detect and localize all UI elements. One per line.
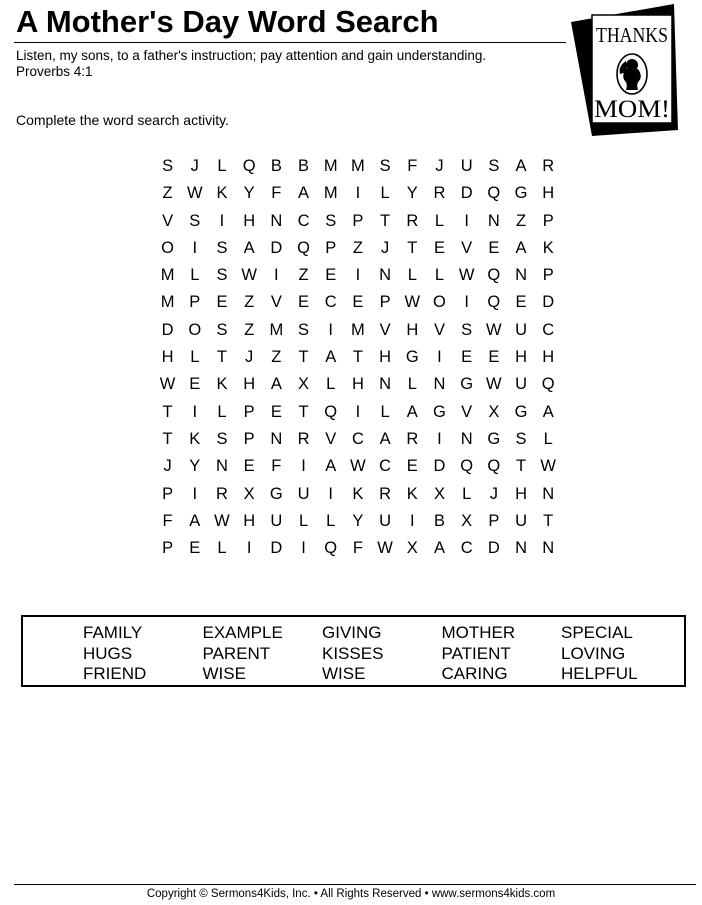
grid-letter[interactable]: O <box>161 238 175 257</box>
grid-letter[interactable]: T <box>162 402 173 421</box>
grid-letter[interactable]: V <box>461 402 473 421</box>
logo-text-mom: MOM! <box>594 96 670 123</box>
grid-letter[interactable]: D <box>270 539 283 558</box>
grid-letter[interactable]: N <box>542 484 555 503</box>
grid-letter[interactable]: R <box>433 184 446 203</box>
grid-letter[interactable]: Q <box>541 375 555 394</box>
search-word: EXAMPLE <box>202 623 283 642</box>
grid-letter[interactable]: E <box>352 293 364 312</box>
grid-letter[interactable]: W <box>486 375 502 394</box>
grid-letter[interactable]: E <box>433 238 445 257</box>
grid-letter[interactable]: L <box>543 429 553 448</box>
grid-letter[interactable]: Q <box>242 157 256 175</box>
grid-letter[interactable]: U <box>515 511 527 530</box>
grid-letter[interactable]: D <box>433 457 446 476</box>
grid-letter[interactable]: C <box>379 457 392 476</box>
grid-letter[interactable]: V <box>162 211 174 230</box>
grid-letter[interactable]: N <box>460 429 473 448</box>
grid-letter[interactable]: J <box>163 457 172 476</box>
grid-letter[interactable]: M <box>160 266 175 285</box>
grid-letter[interactable]: P <box>542 211 554 230</box>
grid-letter[interactable]: W <box>458 266 475 285</box>
grid-letter[interactable]: E <box>325 266 337 285</box>
grid-letter[interactable]: D <box>542 293 555 312</box>
grid-letter[interactable]: E <box>488 348 500 367</box>
grid-letter[interactable]: P <box>379 293 391 312</box>
grid-letter[interactable]: L <box>190 266 200 285</box>
grid-letter[interactable]: A <box>298 184 310 203</box>
grid-letter[interactable]: L <box>298 511 309 530</box>
grid-letter[interactable]: R <box>406 429 419 448</box>
grid-letter[interactable]: M <box>323 157 338 175</box>
grid-letter[interactable]: D <box>270 238 283 257</box>
grid-letter[interactable]: H <box>515 348 527 367</box>
grid-letter[interactable]: I <box>192 238 198 257</box>
grid-letter[interactable]: N <box>379 266 392 285</box>
grid-letter[interactable]: T <box>216 348 228 367</box>
grid-letter[interactable]: Y <box>243 184 255 203</box>
grid-letter[interactable]: M <box>351 320 365 339</box>
grid-letter[interactable]: L <box>407 266 417 285</box>
grid-letter[interactable]: V <box>379 320 391 339</box>
grid-letter[interactable]: Z <box>271 348 282 367</box>
grid-letter[interactable]: X <box>406 539 418 558</box>
grid-letter[interactable]: D <box>460 184 473 203</box>
grid-letter[interactable]: J <box>435 157 444 175</box>
search-word: SPECIAL <box>561 623 633 642</box>
grid-letter[interactable]: U <box>270 511 283 530</box>
word-list-column <box>322 623 442 685</box>
grid-letter[interactable]: L <box>434 211 445 230</box>
grid-letter[interactable]: P <box>542 266 554 285</box>
grid-letter[interactable]: L <box>380 402 390 421</box>
search-word: GIVING <box>322 623 382 642</box>
grid-letter[interactable]: F <box>271 184 282 203</box>
grid-letter[interactable]: S <box>216 429 228 448</box>
grid-letter[interactable]: J <box>489 484 498 503</box>
grid-letter[interactable]: R <box>216 484 228 503</box>
grid-letter[interactable]: E <box>243 457 255 476</box>
grid-letter[interactable]: H <box>161 348 174 367</box>
grid-letter[interactable]: O <box>188 320 202 339</box>
grid-letter[interactable]: H <box>243 375 256 394</box>
grid-letter[interactable]: U <box>460 157 473 175</box>
grid-letter[interactable]: I <box>301 539 306 558</box>
grid-letter[interactable]: K <box>406 484 418 503</box>
grid-letter[interactable]: B <box>270 157 282 175</box>
grid-letter[interactable]: G <box>269 484 283 503</box>
grid-letter[interactable]: F <box>352 539 363 558</box>
grid-letter[interactable]: S <box>298 320 310 339</box>
grid-letter[interactable]: T <box>298 402 309 421</box>
grid-letter[interactable]: C <box>351 429 364 448</box>
grid-letter[interactable]: W <box>486 320 502 339</box>
grid-letter[interactable]: R <box>297 429 310 448</box>
grid-letter[interactable]: R <box>542 157 555 175</box>
grid-letter[interactable]: G <box>487 429 501 448</box>
grid-letter[interactable]: I <box>437 348 442 367</box>
grid-letter[interactable]: S <box>162 157 174 175</box>
grid-letter[interactable]: E <box>298 293 310 312</box>
grid-letter[interactable]: F <box>162 511 173 530</box>
mother-silhouette-icon <box>617 54 647 94</box>
grid-letter[interactable]: W <box>159 375 176 394</box>
grid-letter[interactable]: P <box>352 211 364 230</box>
grid-letter[interactable]: F <box>271 457 282 476</box>
grid-letter[interactable]: A <box>379 429 391 448</box>
grid-letter[interactable]: S <box>216 320 228 339</box>
grid-letter[interactable]: P <box>162 484 174 503</box>
grid-letter[interactable]: L <box>217 539 227 558</box>
grid-letter[interactable]: A <box>542 402 554 421</box>
grid-letter[interactable]: L <box>217 157 227 175</box>
grid-letter[interactable]: I <box>409 511 415 530</box>
search-word: HELPFUL <box>561 664 638 683</box>
grid-letter[interactable]: H <box>515 484 527 503</box>
grid-letter[interactable]: I <box>355 402 361 421</box>
grid-letter[interactable]: K <box>542 238 554 257</box>
grid-letter[interactable]: N <box>270 211 283 230</box>
grid-letter[interactable]: F <box>407 157 418 175</box>
grid-letter[interactable]: V <box>325 429 337 448</box>
grid-letter[interactable]: A <box>406 402 418 421</box>
grid-letter[interactable]: H <box>351 375 364 394</box>
search-word: PARENT <box>202 643 271 663</box>
grid-letter[interactable]: Q <box>460 457 474 476</box>
grid-letter[interactable]: L <box>190 348 200 367</box>
grid-letter[interactable]: Z <box>162 184 173 203</box>
search-word: WISE <box>322 664 366 683</box>
word-list-column <box>203 623 323 685</box>
grid-letter[interactable]: I <box>328 320 334 339</box>
grid-letter[interactable]: P <box>243 429 255 448</box>
search-word: HUGS <box>83 643 133 663</box>
grid-letter[interactable]: Z <box>244 293 255 312</box>
search-word: CARING <box>441 664 508 683</box>
word-list-column <box>561 623 681 685</box>
grid-letter[interactable]: T <box>162 429 173 448</box>
grid-letter[interactable]: S <box>216 266 228 285</box>
grid-letter[interactable]: R <box>406 211 419 230</box>
search-word: KISSES <box>322 643 384 663</box>
word-list <box>83 623 681 685</box>
grid-letter[interactable]: I <box>219 211 225 230</box>
grid-letter[interactable]: T <box>407 238 418 257</box>
grid-letter[interactable]: L <box>326 375 336 394</box>
grid-letter[interactable]: H <box>542 184 555 203</box>
grid-letter[interactable]: Z <box>244 320 255 339</box>
grid-letter[interactable]: Q <box>487 293 501 312</box>
grid-letter[interactable]: U <box>379 511 392 530</box>
grid-letter[interactable]: S <box>461 320 473 339</box>
grid-letter[interactable]: K <box>352 484 364 503</box>
grid-letter[interactable]: G <box>405 348 419 367</box>
grid-letter[interactable]: K <box>216 184 228 203</box>
grid-letter[interactable]: C <box>460 539 473 558</box>
grid-letter[interactable]: T <box>515 457 527 476</box>
search-word: PATIENT <box>441 643 511 663</box>
grid-letter[interactable]: N <box>487 211 500 230</box>
grid-letter[interactable]: T <box>380 211 391 230</box>
grid-letter[interactable]: P <box>189 293 201 312</box>
grid-letter[interactable]: E <box>515 293 527 312</box>
search-word: LOVING <box>561 643 626 663</box>
grid-letter[interactable]: A <box>270 375 282 394</box>
grid-letter[interactable]: X <box>488 402 500 421</box>
verse-text: Listen, my sons, to a father's instruction; pay attention and gain understanding. <box>16 48 487 63</box>
grid-letter[interactable]: A <box>243 238 255 257</box>
grid-letter[interactable]: E <box>461 348 473 367</box>
grid-letter[interactable]: L <box>462 484 472 503</box>
grid-letter[interactable]: N <box>216 457 228 476</box>
grid-letter[interactable]: I <box>464 293 469 312</box>
logo-text-thanks: THANKS <box>596 23 668 47</box>
grid-letter[interactable]: I <box>437 429 442 448</box>
search-word: MOTHER <box>441 623 516 642</box>
word-search-grid <box>154 153 562 562</box>
grid-letter[interactable]: M <box>323 184 338 203</box>
grid-letter[interactable]: A <box>325 457 337 476</box>
grid-letter[interactable]: W <box>404 293 421 312</box>
grid-letter[interactable]: A <box>515 157 527 175</box>
grid-letter[interactable]: U <box>515 320 527 339</box>
grid-letter[interactable]: N <box>515 266 527 285</box>
grid-letter[interactable]: O <box>433 293 446 312</box>
word-list-box <box>21 615 686 687</box>
grid-letter[interactable]: W <box>540 457 556 476</box>
grid-letter[interactable]: K <box>189 429 201 448</box>
grid-letter[interactable]: Q <box>297 238 310 257</box>
grid-letter[interactable]: S <box>189 211 201 230</box>
grid-letter[interactable]: S <box>325 211 337 230</box>
grid-letter[interactable]: I <box>464 211 469 230</box>
word-list-column <box>83 623 203 685</box>
grid-letter[interactable]: E <box>216 293 228 312</box>
page-title: A Mother's Day Word Search <box>16 4 439 39</box>
grid-letter[interactable]: X <box>433 484 445 503</box>
grid-letter[interactable]: D <box>487 539 500 558</box>
bible-verse <box>16 48 486 80</box>
grid-letter[interactable]: X <box>461 511 473 530</box>
grid-letter[interactable]: S <box>515 429 527 448</box>
grid-letter[interactable]: C <box>324 293 337 312</box>
grid-letter[interactable]: C <box>297 211 310 230</box>
grid-letter[interactable]: M <box>269 320 284 339</box>
grid-letter[interactable]: N <box>433 375 446 394</box>
grid-letter[interactable]: I <box>246 539 252 558</box>
grid-letter[interactable]: Q <box>487 457 501 476</box>
copyright-footer: Copyright © Sermons4Kids, Inc. • All Rights Reserved • www.sermons4kids.com <box>146 888 556 900</box>
grid-letter[interactable]: V <box>270 293 282 312</box>
grid-letter[interactable]: Z <box>515 211 527 230</box>
grid-letter[interactable]: N <box>515 539 527 558</box>
grid-letter[interactable]: I <box>192 402 198 421</box>
grid-letter[interactable]: G <box>433 402 446 421</box>
grid-letter[interactable]: R <box>379 484 392 503</box>
grid-letter[interactable]: H <box>243 511 256 530</box>
grid-letter[interactable]: V <box>461 238 473 257</box>
grid-letter[interactable]: Q <box>324 402 338 421</box>
grid-letter[interactable]: W <box>350 457 366 476</box>
grid-letter[interactable]: T <box>543 511 554 530</box>
grid-letter[interactable]: W <box>377 539 393 558</box>
grid-letter[interactable]: Z <box>352 238 363 257</box>
grid-letter[interactable]: S <box>488 157 500 175</box>
grid-letter[interactable]: Y <box>189 457 201 476</box>
grid-letter[interactable]: V <box>433 320 445 339</box>
verse-reference: Proverbs 4:1 <box>16 64 93 79</box>
grid-letter[interactable]: J <box>380 238 390 257</box>
grid-letter[interactable]: E <box>488 238 500 257</box>
title-divider <box>14 42 566 43</box>
grid-letter[interactable]: H <box>406 320 419 339</box>
grid-letter[interactable]: U <box>515 375 527 394</box>
grid-letter[interactable]: P <box>488 511 500 530</box>
grid-letter[interactable]: H <box>379 348 392 367</box>
grid-letter[interactable]: P <box>325 238 337 257</box>
grid-letter[interactable]: J <box>190 157 199 175</box>
search-word: FAMILY <box>83 623 143 642</box>
grid-letter[interactable]: S <box>379 157 391 175</box>
grid-letter[interactable]: L <box>217 402 227 421</box>
grid-letter[interactable]: H <box>542 348 555 367</box>
grid-letter[interactable]: E <box>189 539 201 558</box>
grid-letter[interactable]: E <box>189 375 201 394</box>
grid-letter[interactable]: X <box>298 375 310 394</box>
grid-letter[interactable]: L <box>326 511 336 530</box>
grid-letter[interactable]: N <box>379 375 392 394</box>
grid-letter[interactable]: M <box>351 157 365 175</box>
grid-letter[interactable]: W <box>214 511 230 530</box>
footer-divider <box>14 884 696 885</box>
grid-letter[interactable]: I <box>328 484 334 503</box>
thanks-mom-logo <box>568 2 682 138</box>
grid-letter[interactable]: J <box>245 348 254 367</box>
grid-letter[interactable]: D <box>161 320 174 339</box>
grid-letter[interactable]: K <box>216 375 228 394</box>
grid-letter[interactable]: G <box>460 375 474 394</box>
grid-letter[interactable]: I <box>274 266 279 285</box>
grid-letter[interactable]: W <box>186 184 203 203</box>
grid-letter[interactable]: S <box>216 238 228 257</box>
grid-letter[interactable]: G <box>514 402 528 421</box>
search-word: FRIEND <box>83 664 147 683</box>
grid-letter[interactable]: W <box>241 266 257 285</box>
search-word: WISE <box>202 664 246 683</box>
grid-letter[interactable]: I <box>355 184 361 203</box>
grid-letter[interactable]: I <box>355 266 361 285</box>
grid-letter[interactable]: E <box>270 402 282 421</box>
grid-letter[interactable]: C <box>542 320 555 339</box>
grid-letter[interactable]: A <box>325 348 337 367</box>
grid-letter[interactable]: M <box>160 293 175 312</box>
grid-letter[interactable]: L <box>434 266 445 285</box>
grid-letter[interactable]: I <box>192 484 198 503</box>
grid-letter[interactable]: B <box>298 157 310 175</box>
grid-letter[interactable]: T <box>352 348 363 367</box>
word-list-column <box>442 623 562 685</box>
grid-letter[interactable]: Y <box>406 184 418 203</box>
grid-letter[interactable]: Q <box>487 266 501 285</box>
grid-letter[interactable]: N <box>270 429 283 448</box>
grid-letter[interactable]: T <box>298 348 309 367</box>
grid-letter[interactable]: H <box>243 211 256 230</box>
grid-letter[interactable]: N <box>542 539 555 558</box>
grid-letter[interactable]: A <box>433 539 445 558</box>
grid-letter[interactable]: Y <box>352 511 364 530</box>
grid-letter[interactable]: U <box>297 484 310 503</box>
grid-letter[interactable]: L <box>407 375 417 394</box>
grid-letter[interactable]: Q <box>324 539 338 558</box>
grid-letter[interactable]: X <box>243 484 255 503</box>
grid-letter[interactable]: Z <box>298 266 309 285</box>
instructions: Complete the word search activity. <box>16 112 229 128</box>
grid-letter[interactable]: P <box>162 539 174 558</box>
grid-letter[interactable]: E <box>406 457 418 476</box>
grid-letter[interactable]: G <box>514 184 528 203</box>
grid-letter[interactable]: A <box>189 511 201 530</box>
grid-letter[interactable]: Q <box>487 184 501 203</box>
grid-letter[interactable]: B <box>433 511 445 530</box>
grid-letter[interactable]: P <box>243 402 255 421</box>
grid-letter[interactable]: L <box>380 184 390 203</box>
grid-letter[interactable]: I <box>301 457 306 476</box>
grid-letter[interactable]: A <box>515 238 527 257</box>
